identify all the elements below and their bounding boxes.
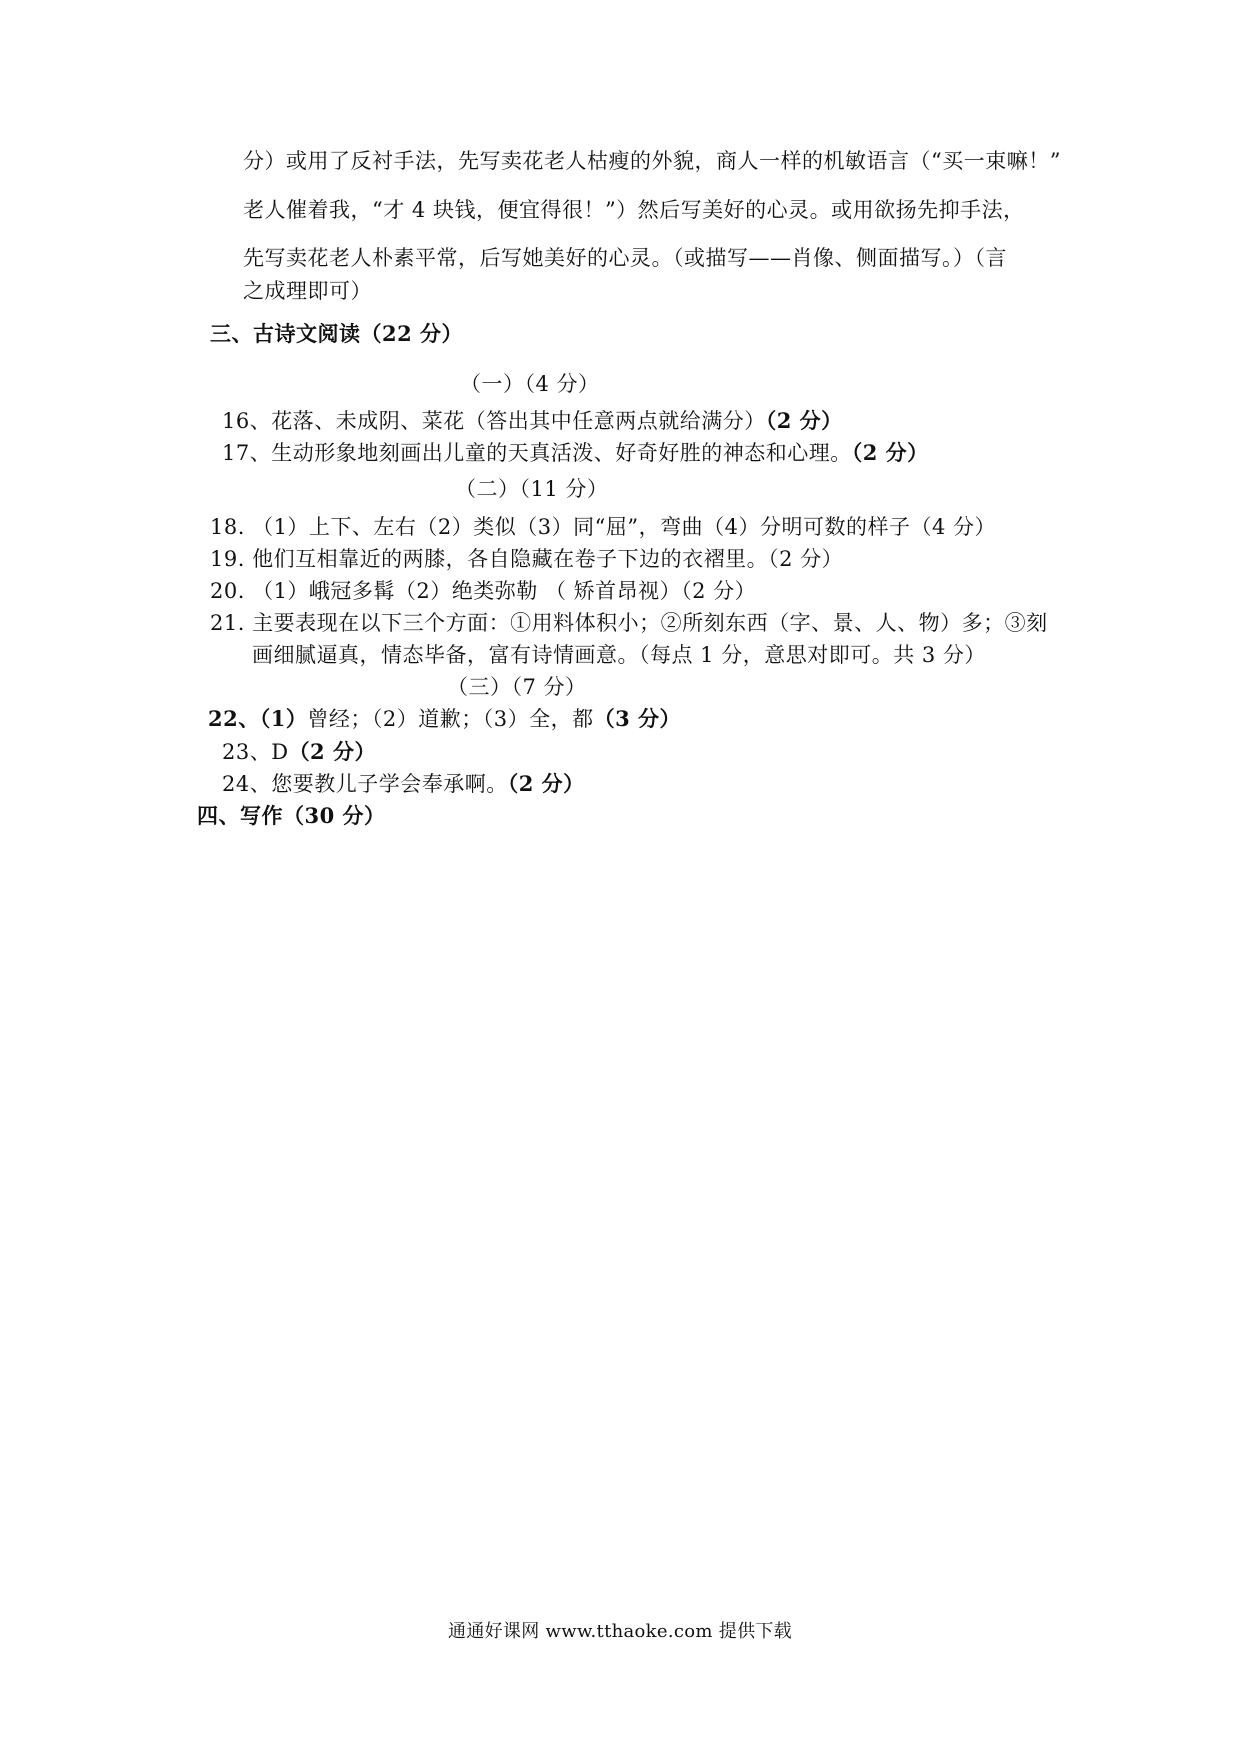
- answer-22-score: （3 分）: [593, 706, 682, 731]
- part-1-title: （一）（4 分）: [460, 372, 600, 396]
- answer-23-text: 23、D: [222, 740, 289, 764]
- answer-19: 19. 他们互相靠近的两膝，各自隐藏在卷子下边的衣褶里。（2 分）: [210, 547, 844, 571]
- answer-21-line-1: 21. 主要表现在以下三个方面：①用料体积小；②所刻东西（字、景、人、物）多；③刻: [210, 611, 1048, 635]
- answer-18: 18. （1）上下、左右（2）类似（3）同“屈”，弯曲（4）分明可数的样子（4 分）: [210, 515, 997, 539]
- answer-23: [222, 739, 376, 765]
- answer-16-text: 16、花落、未成阴、菜花（答出其中任意两点就给满分）: [222, 409, 766, 433]
- answer-22-part-1: （1）: [259, 706, 308, 731]
- answer-17: [222, 440, 929, 466]
- section-3-heading: 三、古诗文阅读（22 分）: [210, 321, 464, 346]
- answer-22-text: 曾经；（2）道歉；（3）全，都: [307, 707, 594, 731]
- part-2-title: （二）（11 分）: [455, 477, 609, 501]
- answer-22: [208, 706, 681, 732]
- continuation-line-1: 分）或用了反衬手法，先写卖花老人枯瘦的外貌，商人一样的机敏语言（“买一束嘛！”: [243, 149, 1061, 173]
- answer-23-score: （2 分）: [288, 739, 376, 764]
- answer-17-score: （2 分）: [851, 440, 929, 465]
- footer-site-name: 通通好课网: [448, 1621, 540, 1642]
- footer-note: 提供下载: [718, 1621, 792, 1642]
- answer-24: [222, 771, 585, 797]
- part-3-title: （三）（7 分）: [447, 675, 587, 699]
- continuation-line-4: 之成理即可）: [243, 279, 372, 303]
- answer-17-text: 17、生动形象地刻画出儿童的天真活泼、好奇好胜的神态和心理。: [222, 441, 852, 465]
- continuation-line-3: 先写卖花老人朴素平常，后写她美好的心灵。（或描写——肖像、侧面描写。）（言: [243, 246, 1007, 270]
- answer-16-score: （2 分）: [765, 408, 843, 433]
- answer-20: 20. （1）峨冠多髯（2）绝类弥勒 （ 矫首昂视）（2 分）: [210, 579, 757, 603]
- continuation-line-2: 老人催着我，“才 4 块钱，便宜得很！”）然后写美好的心灵。或用欲扬先抑手法，: [243, 198, 1025, 222]
- page-footer: [0, 1621, 1240, 1643]
- answer-16: [222, 408, 843, 434]
- answer-22-number: 22、: [208, 706, 260, 731]
- answer-21-line-2: 画细腻逼真，情态毕备，富有诗情画意。（每点 1 分，意思对即可。共 3 分）: [252, 643, 986, 667]
- footer-url: www.tthaoke.com: [545, 1621, 713, 1642]
- answer-24-text: 24、您要教儿子学会奉承啊。: [222, 772, 508, 796]
- section-4-heading: 四、写作（30 分）: [197, 803, 386, 828]
- answer-24-score: （2 分）: [507, 771, 585, 796]
